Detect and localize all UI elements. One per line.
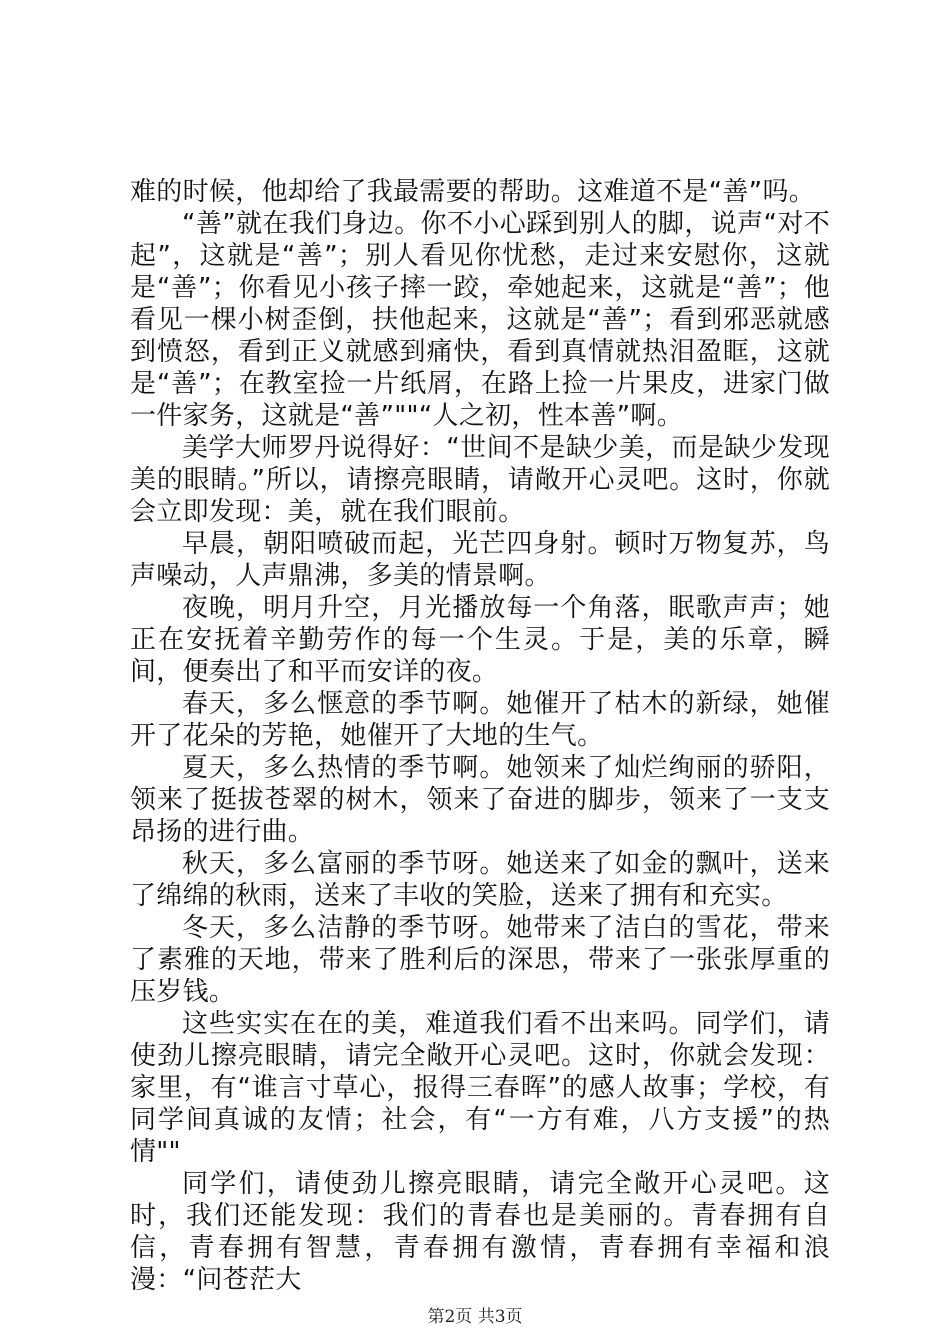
paragraph-spring: 春天，多么惬意的季节啊。她催开了枯木的新绿，她催开了花朵的芳艳，她催开了大地的生气。: [130, 689, 830, 751]
document-body: [130, 176, 830, 1296]
paragraph-rodin-quote: 美学大师罗丹说得好：“世间不是缺少美，而是缺少发现美的眼睛。”所以，请擦亮眼睛，请敞开心灵吧。这时，你就会立即发现：美，就在我们眼前。: [130, 433, 830, 527]
paragraph-youth: 同学们，请使劲儿擦亮眼睛，请完全敞开心灵吧。这时，我们还能发现：我们的青春也是美丽的。青春拥有自信，青春拥有智慧，青春拥有激情，青春拥有幸福和浪漫：“问苍茫大: [130, 1169, 830, 1295]
paragraph-summer: 夏天，多么热情的季节啊。她领来了灿烂绚丽的骄阳，领来了挺拔苍翠的树木，领来了奋进的脚步，领来了一支支昂扬的进行曲。: [130, 753, 830, 847]
paragraph-real-beauty: 这些实实在在的美，难道我们看不出来吗。同学们，请使劲儿擦亮眼睛，请完全敞开心灵吧。这时，你就会发现：家里，有“谁言寸草心，报得三春晖”的感人故事；学校，有同学间真诚的友情；社会，有“一方有难，八方支援”的热情"": [130, 1009, 830, 1167]
paragraph-morning: 早晨，朝阳喷破而起，光芒四身射。顿时万物复苏，鸟声噪动，人声鼎沸，多美的情景啊。: [130, 529, 830, 591]
paragraph-continuation: 难的时候，他却给了我最需要的帮助。这难道不是“善”吗。: [130, 177, 816, 207]
paragraph-winter: 冬天，多么洁静的季节呀。她带来了洁白的雪花，带来了素雅的天地，带来了胜利后的深思，带来了一张张厚重的压岁钱。: [130, 913, 830, 1007]
paragraph-kindness: “善”就在我们身边。你不小心踩到别人的脚，说声“对不起”，这就是“善”；别人看见你忧愁，走过来安慰你，这就是“善”；你看见小孩子摔一跤，牵她起来，这就是“善”；他看见一棵小树歪倒，扶他起来，这就是“善”；看到邪恶就感到愤怒，看到正义就感到痛快，看到真情就热泪盈眶，这就是“善”；在教室捡一片纸屑，在路上捡一片果皮，进家门做一件家务，这就是“善”""“人之初，性本善”啊。: [130, 209, 830, 431]
paragraph-autumn: 秋天，多么富丽的季节呀。她送来了如金的飘叶，送来了绵绵的秋雨，送来了丰收的笑脸，送来了拥有和充实。: [130, 849, 830, 911]
page-number-footer: 第2页 共3页: [427, 1307, 523, 1327]
paragraph-night: 夜晚，明月升空，月光播放每一个角落，眠歌声声；她正在安抚着辛勤劳作的每一个生灵。于是，美的乐章，瞬间，便奏出了和平而安详的夜。: [130, 593, 830, 687]
